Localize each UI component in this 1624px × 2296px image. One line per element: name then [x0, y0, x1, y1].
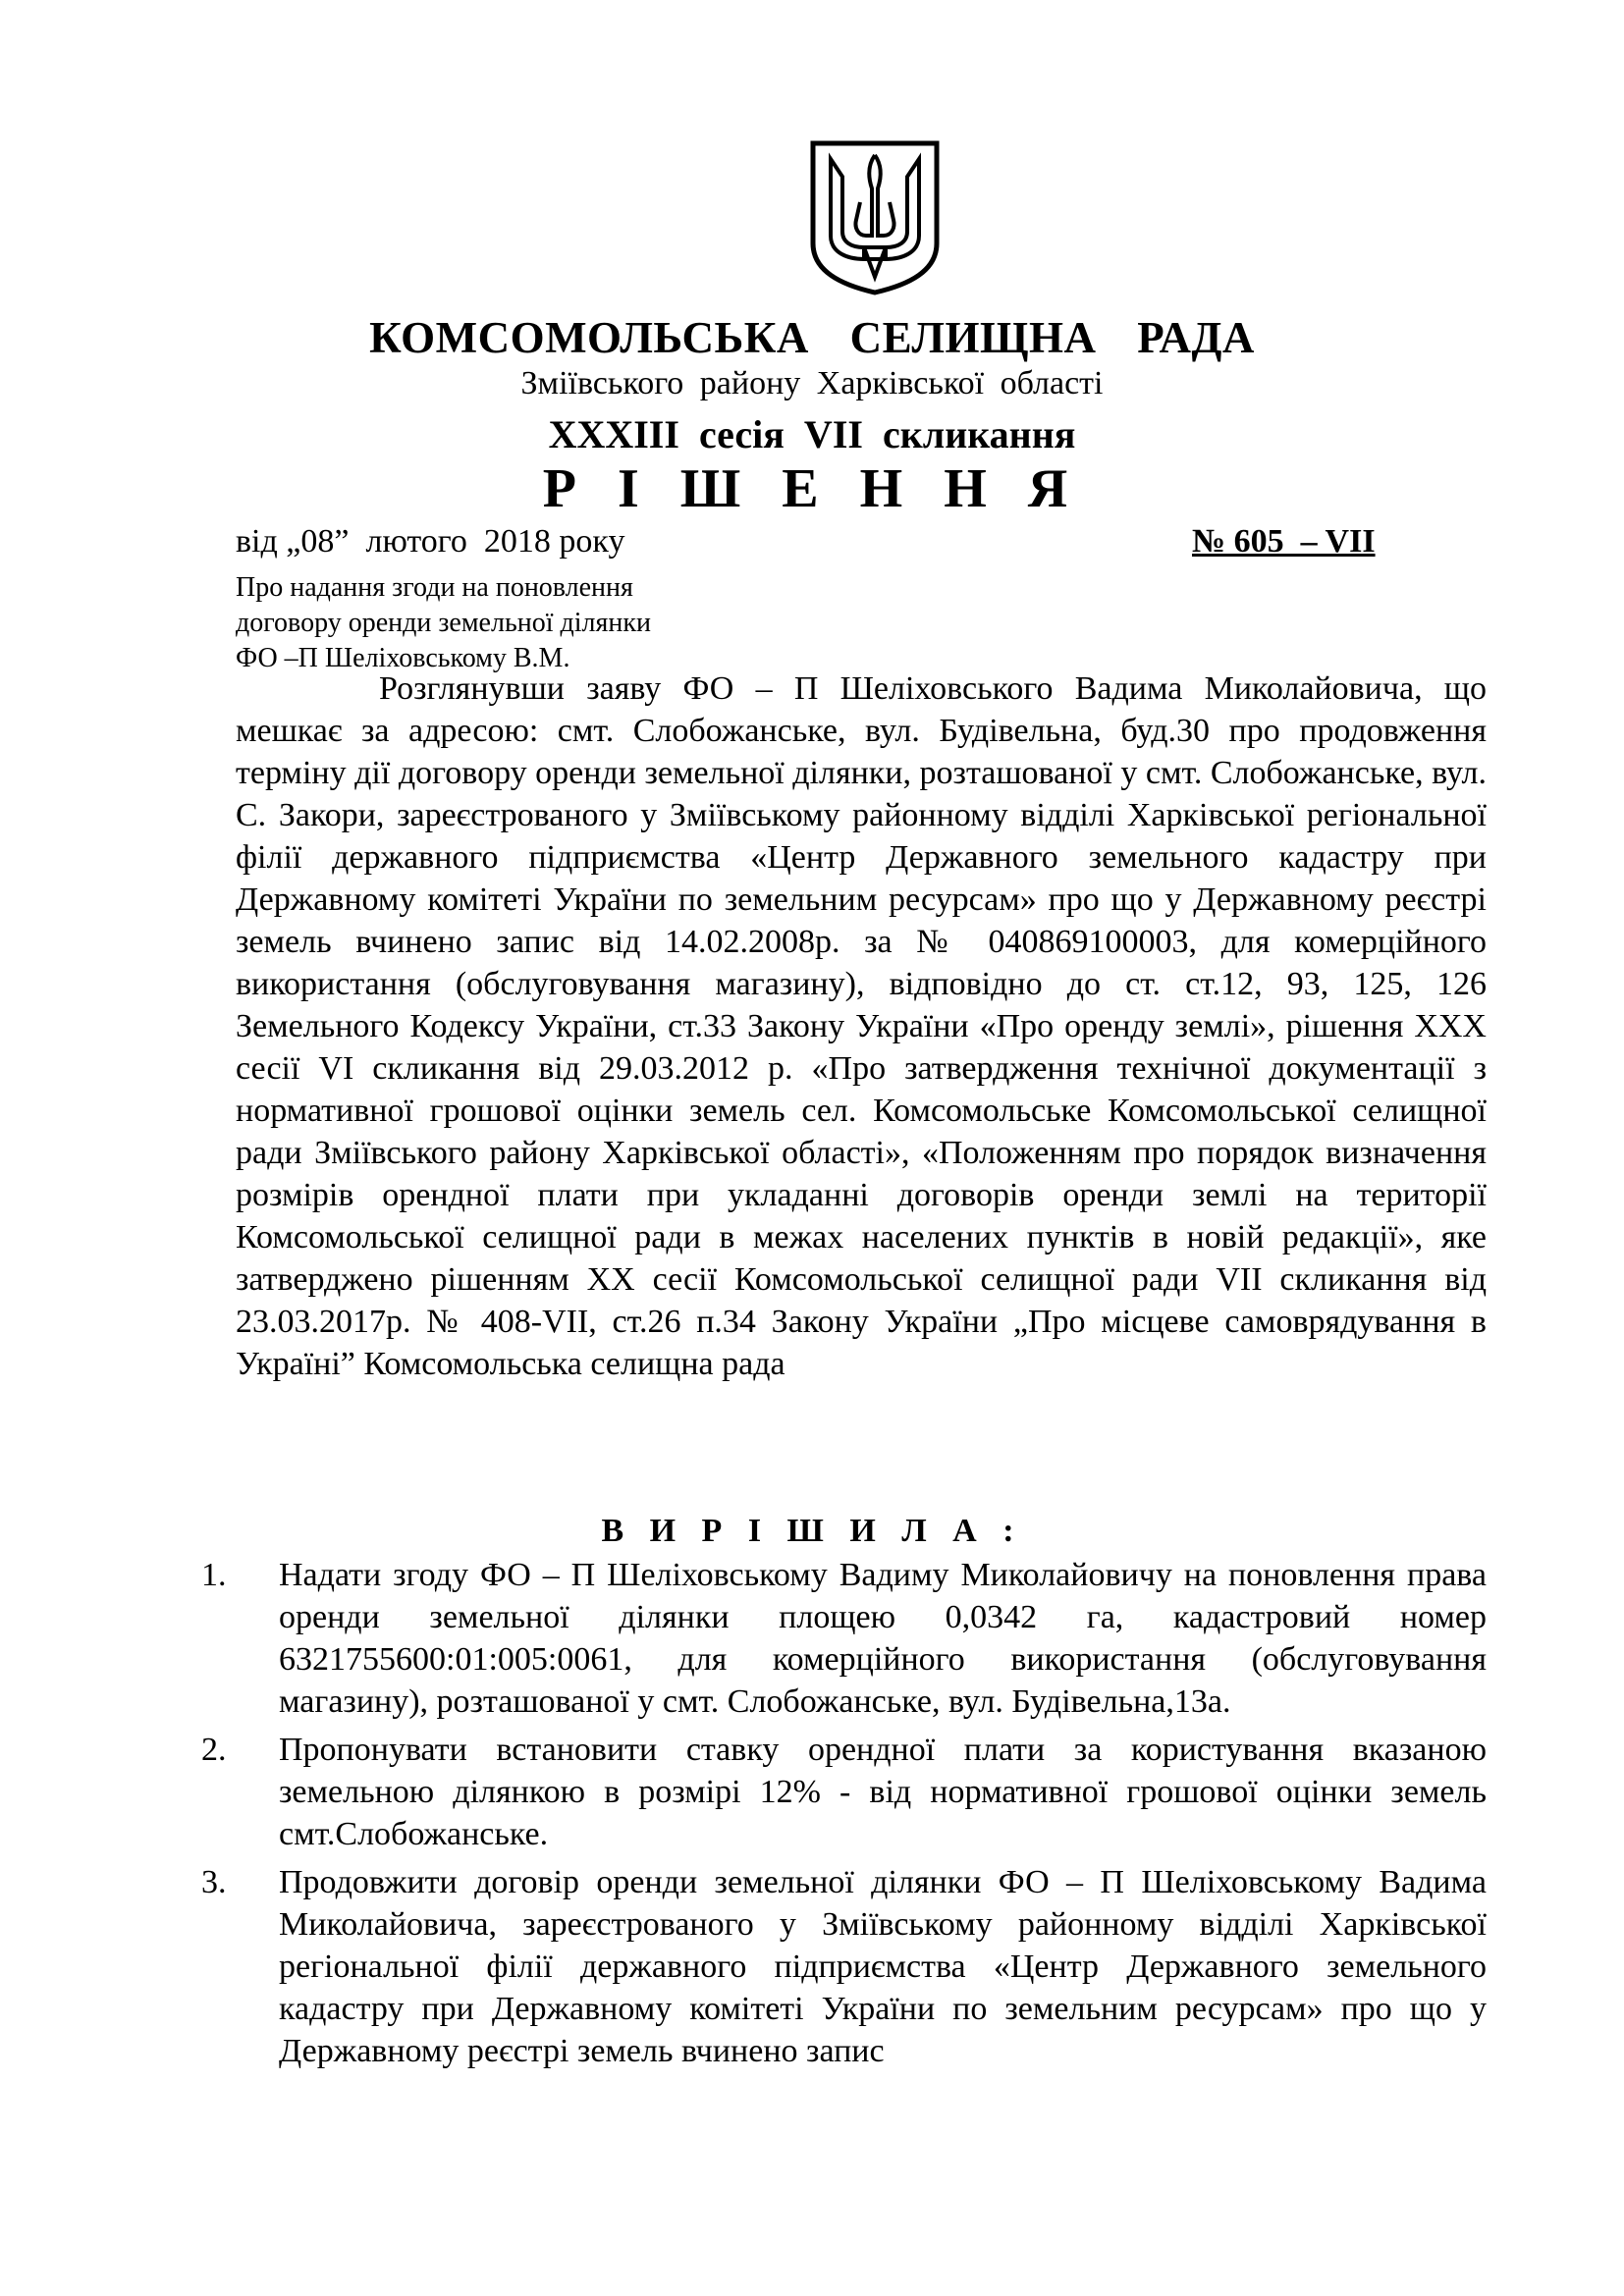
decision-item: [201, 1729, 1487, 1855]
council-name: КОМСОМОЛЬСЬКА СЕЛИЩНА РАДА: [369, 313, 1255, 362]
decision-item: [201, 1861, 1487, 2072]
subject-line: ФО –П Шеліховському В.М.: [236, 643, 570, 673]
item-text: Пропонувати встановити ставку орендної плати за користування вказаною земельною ділянкою в розмірі 12% - від нормативної грошової оцінки земель смт.Слобожанське.: [279, 1732, 1487, 1852]
document-type-title: Р І Ш Е Н Н Я: [542, 458, 1082, 519]
item-number: 3.: [201, 1864, 227, 1900]
decision-number: № 605 – VІІ: [1192, 523, 1376, 560]
preamble-paragraph: Розглянувши заяву ФО – П Шеліховського Вадима Миколайовича, що мешкає за адресою: смт. Слобожанське, вул. Будівельна, буд.30 про продовження терміну дії договору оренди земельної ділянки, розташованої у смт. Слобожанське, вул. С. Закори, зареєстрованого у Зміївському районному відділі Харківської регіональної філії державного підприємства «Центр Державного земельного кадастру при Державному комітеті України по земельним ресурсам» про що у Державному реєстрі земель вчинено запис від 14.02.2008р. за № 040869100003, для комерційного використання (обслуговування магазину), відповідно до ст. ст.12, 93, 125, 126 Земельного Кодексу України, ст.33 Закону України «Про оренду землі», рішення ХХХ сесії VІ скликання від 29.03.2012 р. «Про затвердження технічної документації з нормативної грошової оцінки земель сел. Комсомольське Комсомольської селищної ради Зміївського району Харківської області», «Положенням про порядок визначення розмірів орендної плати при укладанні договорів оренди землі на території Комсомольської селищної ради в межах населених пунктів в новій редакції», яке затверджено рішенням ХХ сесії Комсомольської селищної ради VІІ скликання від 23.03.2017р. № 408-VІІ, ст.26 п.34 Закону України „Про місцеве самоврядування в Україні” Комсомольська селищна рада: [236, 670, 1487, 1382]
decision-date: від „08” лютого 2018 року: [236, 523, 625, 560]
item-number: 2.: [201, 1732, 227, 1768]
item-number: 1.: [201, 1557, 227, 1593]
item-text: Продовжити договір оренди земельної ділянки ФО – П Шеліховському Вадима Миколайовича, зареєстрованого у Зміївському районному відділі Харківської регіональної філії державного підприємства «Центр Державного земельного кадастру при Державному комітеті України по земельним ресурсам» про що у Державному реєстрі земель вчинено запис: [279, 1864, 1487, 2069]
decision-item: [201, 1554, 1487, 1723]
decision-items-list: [201, 1554, 1487, 2072]
coat-of-arms-trident-icon: [807, 137, 943, 296]
resolved-heading: В И Р І Ш И Л А :: [601, 1513, 1023, 1549]
item-text: Надати згоду ФО – П Шеліховському Вадиму Миколайовичу на поновлення права оренди земельної ділянки площею 0,0342 га, кадастровий номер 6321755600:01:005:0061, для комерційного використання (обслуговування магазину), розташованої у смт. Слобожанське, вул. Будівельна,13а.: [279, 1557, 1487, 1720]
session-title: ХХХІІІ сесія VІІ скликання: [548, 412, 1076, 456]
district-region: Зміївського району Харківської області: [520, 365, 1104, 401]
subject-line: Про надання згоди на поновлення: [236, 572, 633, 603]
subject-line: договору оренди земельної ділянки: [236, 608, 651, 638]
decision-subject: [236, 570, 651, 676]
